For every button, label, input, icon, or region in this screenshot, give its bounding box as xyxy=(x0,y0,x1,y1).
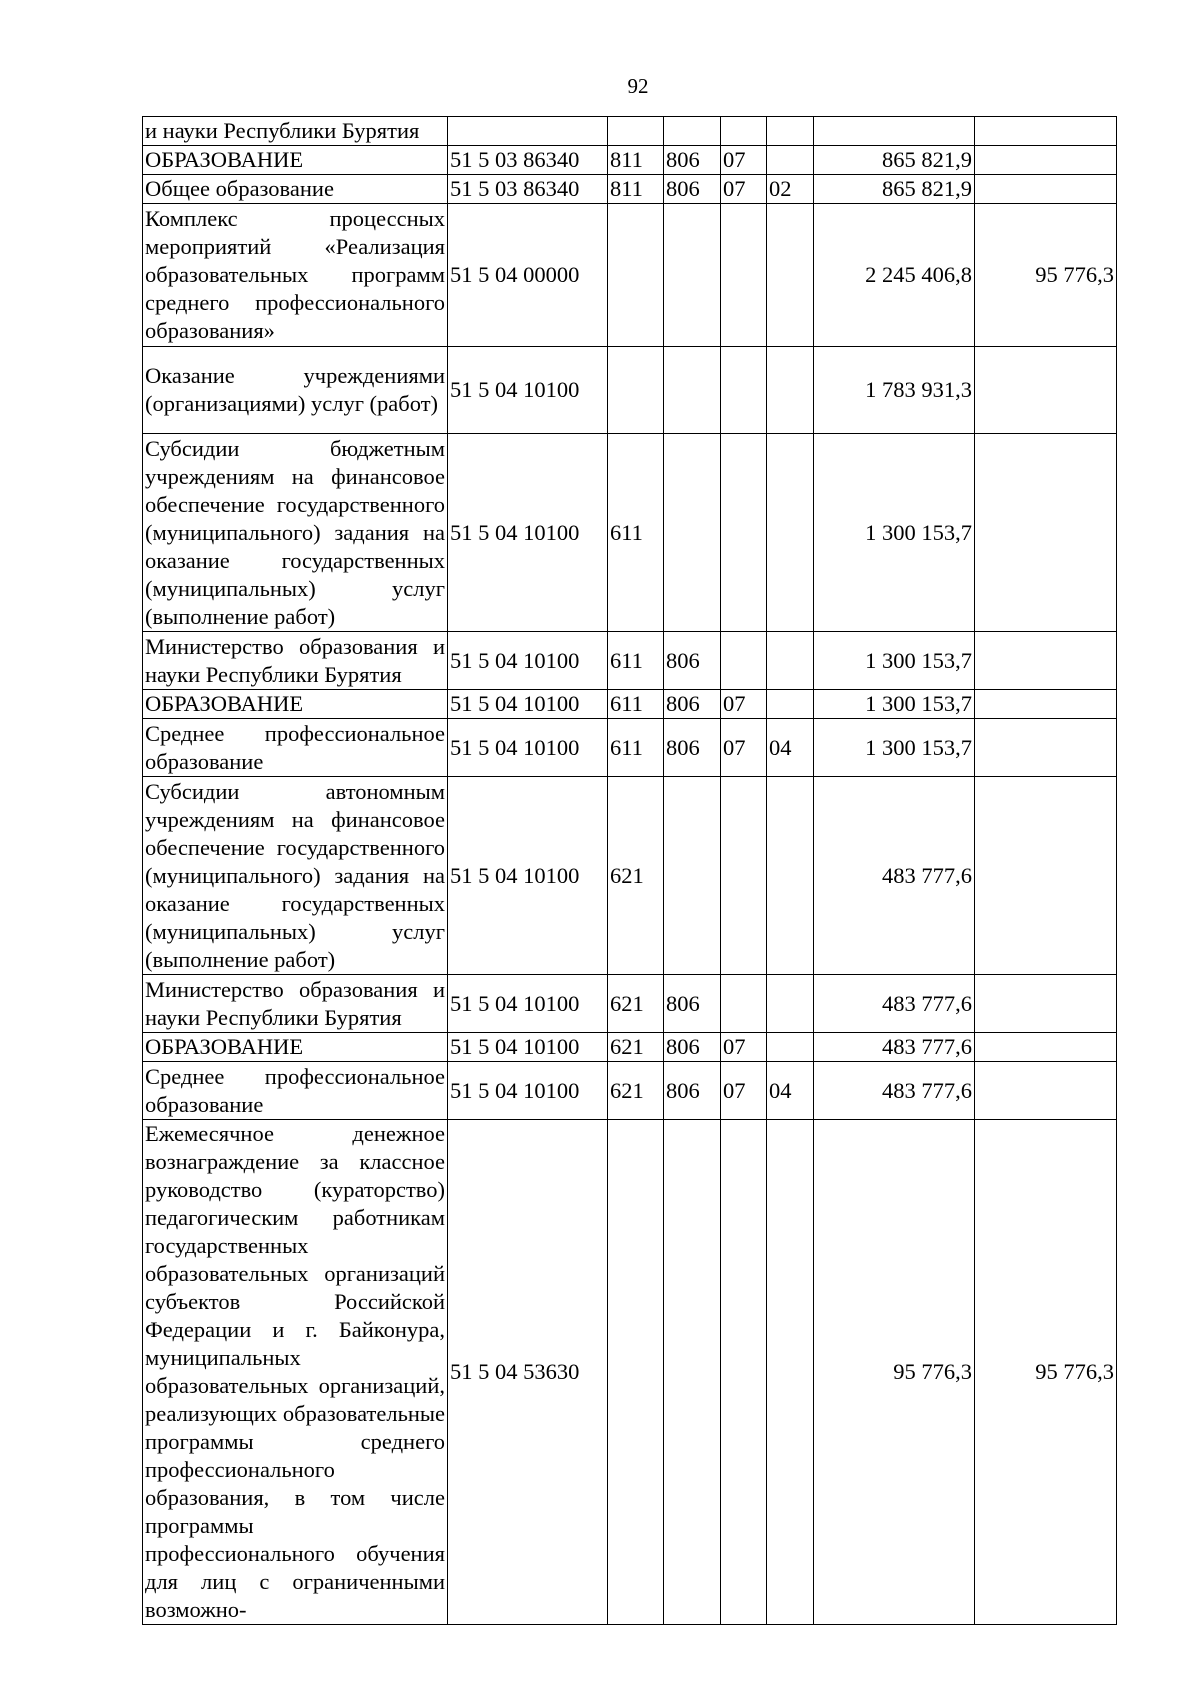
row-name: и науки Республики Бурятия xyxy=(143,117,448,146)
row-section xyxy=(721,632,767,690)
table-row xyxy=(143,175,1117,204)
row-section: 07 xyxy=(721,690,767,719)
row-amount: 1 300 153,7 xyxy=(814,632,975,690)
row-expense-type xyxy=(608,117,664,146)
row-amount: 2 245 406,8 xyxy=(814,204,975,347)
row-expense-type: 611 xyxy=(608,690,664,719)
row-subsection xyxy=(767,117,814,146)
budget-table xyxy=(142,116,1117,1625)
table-row xyxy=(143,347,1117,434)
row-amount: 865 821,9 xyxy=(814,175,975,204)
row-ministry-code xyxy=(664,777,721,975)
row-target-code: 51 5 04 10100 xyxy=(448,719,608,777)
row-amount: 483 777,6 xyxy=(814,1033,975,1062)
row-name: Министерство образования и науки Республики Бурятия xyxy=(143,632,448,690)
table-row xyxy=(143,1062,1117,1120)
row-expense-type: 621 xyxy=(608,1033,664,1062)
row-amount-federal xyxy=(975,1033,1117,1062)
row-amount: 865 821,9 xyxy=(814,146,975,175)
budget-table-body xyxy=(143,117,1117,1625)
row-amount: 483 777,6 xyxy=(814,975,975,1033)
row-subsection xyxy=(767,690,814,719)
row-section xyxy=(721,117,767,146)
row-name: Субсидии автономным учреждениям на финансовое обеспечение государственного (муниципального) задания на оказание государственных (муниципальных) услуг (выполнение работ) xyxy=(143,777,448,975)
row-name: ОБРАЗОВАНИЕ xyxy=(143,1033,448,1062)
row-ministry-code xyxy=(664,434,721,632)
row-section xyxy=(721,347,767,434)
row-ministry-code: 806 xyxy=(664,1062,721,1120)
row-subsection xyxy=(767,434,814,632)
row-name: Субсидии бюджетным учреждениям на финансовое обеспечение государственного (муниципального) задания на оказание государственных (муниципальных) услуг (выполнение работ) xyxy=(143,434,448,632)
row-subsection: 02 xyxy=(767,175,814,204)
row-amount-federal xyxy=(975,719,1117,777)
row-amount: 483 777,6 xyxy=(814,1062,975,1120)
row-subsection: 04 xyxy=(767,719,814,777)
row-expense-type: 611 xyxy=(608,632,664,690)
row-subsection xyxy=(767,975,814,1033)
row-amount: 95 776,3 xyxy=(814,1120,975,1625)
row-amount-federal: 95 776,3 xyxy=(975,204,1117,347)
row-amount-federal xyxy=(975,1062,1117,1120)
row-section xyxy=(721,1120,767,1625)
row-amount-federal xyxy=(975,175,1117,204)
row-target-code: 51 5 04 10100 xyxy=(448,632,608,690)
row-amount-federal xyxy=(975,632,1117,690)
row-target-code: 51 5 04 00000 xyxy=(448,204,608,347)
row-name: Министерство образования и науки Республики Бурятия xyxy=(143,975,448,1033)
row-amount-federal xyxy=(975,146,1117,175)
row-amount: 1 300 153,7 xyxy=(814,690,975,719)
table-row xyxy=(143,690,1117,719)
table-row xyxy=(143,1120,1117,1625)
table-row xyxy=(143,777,1117,975)
row-target-code: 51 5 04 10100 xyxy=(448,1033,608,1062)
row-name: Оказание учреждениями (организациями) услуг (работ) xyxy=(143,347,448,434)
row-ministry-code xyxy=(664,117,721,146)
row-subsection xyxy=(767,777,814,975)
row-amount-federal xyxy=(975,434,1117,632)
row-amount: 1 300 153,7 xyxy=(814,434,975,632)
row-name: Среднее профессиональное образование xyxy=(143,1062,448,1120)
row-target-code: 51 5 04 10100 xyxy=(448,975,608,1033)
row-target-code: 51 5 04 10100 xyxy=(448,347,608,434)
row-target-code: 51 5 04 53630 xyxy=(448,1120,608,1625)
row-amount-federal xyxy=(975,347,1117,434)
row-section: 07 xyxy=(721,146,767,175)
row-subsection xyxy=(767,1120,814,1625)
row-subsection xyxy=(767,347,814,434)
row-expense-type: 621 xyxy=(608,1062,664,1120)
row-expense-type xyxy=(608,204,664,347)
row-amount: 1 783 931,3 xyxy=(814,347,975,434)
row-expense-type xyxy=(608,1120,664,1625)
row-section xyxy=(721,777,767,975)
row-subsection xyxy=(767,204,814,347)
table-row xyxy=(143,146,1117,175)
row-expense-type: 811 xyxy=(608,146,664,175)
row-ministry-code: 806 xyxy=(664,1033,721,1062)
row-expense-type: 621 xyxy=(608,777,664,975)
table-row xyxy=(143,975,1117,1033)
row-expense-type: 611 xyxy=(608,434,664,632)
row-ministry-code: 806 xyxy=(664,175,721,204)
row-section: 07 xyxy=(721,1062,767,1120)
table-row xyxy=(143,204,1117,347)
row-expense-type xyxy=(608,347,664,434)
row-amount-federal xyxy=(975,117,1117,146)
row-name: Общее образование xyxy=(143,175,448,204)
row-name: Среднее профессиональное образование xyxy=(143,719,448,777)
row-amount-federal xyxy=(975,690,1117,719)
row-amount-federal xyxy=(975,777,1117,975)
row-ministry-code: 806 xyxy=(664,690,721,719)
row-section: 07 xyxy=(721,719,767,777)
row-target-code: 51 5 04 10100 xyxy=(448,1062,608,1120)
row-section xyxy=(721,434,767,632)
row-subsection xyxy=(767,146,814,175)
row-subsection xyxy=(767,1033,814,1062)
table-row xyxy=(143,1033,1117,1062)
table-row xyxy=(143,632,1117,690)
row-target-code: 51 5 04 10100 xyxy=(448,690,608,719)
row-amount xyxy=(814,117,975,146)
row-amount: 483 777,6 xyxy=(814,777,975,975)
row-expense-type: 811 xyxy=(608,175,664,204)
row-ministry-code xyxy=(664,204,721,347)
row-section: 07 xyxy=(721,1033,767,1062)
row-amount: 1 300 153,7 xyxy=(814,719,975,777)
table-row xyxy=(143,117,1117,146)
row-name: ОБРАЗОВАНИЕ xyxy=(143,690,448,719)
row-ministry-code xyxy=(664,1120,721,1625)
row-ministry-code: 806 xyxy=(664,146,721,175)
table-row xyxy=(143,434,1117,632)
row-section: 07 xyxy=(721,175,767,204)
row-ministry-code: 806 xyxy=(664,632,721,690)
row-amount-federal xyxy=(975,975,1117,1033)
row-target-code: 51 5 04 10100 xyxy=(448,777,608,975)
row-amount-federal: 95 776,3 xyxy=(975,1120,1117,1625)
row-target-code: 51 5 04 10100 xyxy=(448,434,608,632)
row-target-code: 51 5 03 86340 xyxy=(448,175,608,204)
row-ministry-code: 806 xyxy=(664,975,721,1033)
row-subsection xyxy=(767,632,814,690)
row-expense-type: 621 xyxy=(608,975,664,1033)
page-number: 92 xyxy=(627,74,649,98)
row-expense-type: 611 xyxy=(608,719,664,777)
row-section xyxy=(721,204,767,347)
row-ministry-code: 806 xyxy=(664,719,721,777)
row-ministry-code xyxy=(664,347,721,434)
table-row xyxy=(143,719,1117,777)
row-target-code: 51 5 03 86340 xyxy=(448,146,608,175)
row-subsection: 04 xyxy=(767,1062,814,1120)
row-name: Комплекс процессных мероприятий «Реализация образовательных программ среднего профессионального образования» xyxy=(143,204,448,347)
row-section xyxy=(721,975,767,1033)
row-target-code xyxy=(448,117,608,146)
row-name: Ежемесячное денежное вознаграждение за классное руководство (кураторство) педагогическим работникам государственных образовательных организаций субъектов Российской Федерации и г. Байконура, муниципальных образовательных организаций, реализующих образовательные программы среднего профессионального образования, в том числе программы профессионального обучения для лиц с ограниченными возможно- xyxy=(143,1120,448,1625)
row-name: ОБРАЗОВАНИЕ xyxy=(143,146,448,175)
